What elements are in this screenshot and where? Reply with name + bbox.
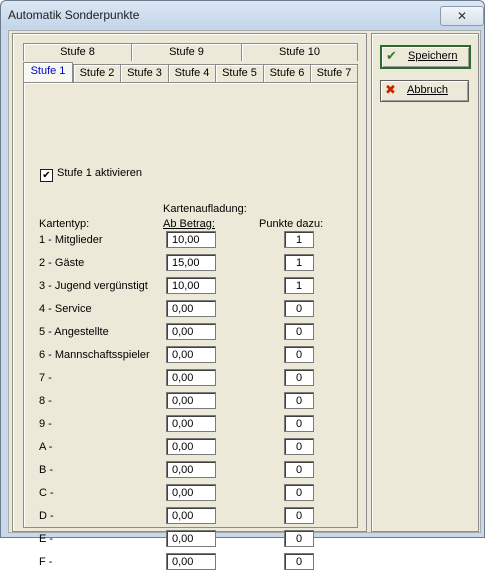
tab-stufe-4[interactable] [168, 64, 216, 82]
points-input[interactable]: 0 [284, 530, 314, 547]
save-button-label: Speichern [408, 50, 458, 62]
tab-stufe-1[interactable] [23, 62, 73, 82]
activate-checkbox[interactable] [40, 169, 53, 182]
amount-input[interactable]: 0,00 [166, 392, 216, 409]
x-icon: ✖ [385, 82, 396, 97]
tab-stufe-6[interactable] [263, 64, 311, 82]
tab-label: Stufe 8 [60, 46, 95, 58]
points-input[interactable]: 1 [284, 277, 314, 294]
card-type-label: 1 - Mitglieder [39, 234, 103, 246]
amount-input[interactable]: 0,00 [166, 369, 216, 386]
close-icon: ✕ [456, 9, 468, 23]
points-input[interactable]: 0 [284, 323, 314, 340]
card-type-label: 2 - Gäste [39, 257, 85, 269]
tab-label: Stufe 3 [127, 67, 162, 79]
card-type-label: D - [39, 510, 54, 522]
points-input[interactable]: 0 [284, 507, 314, 524]
dialog-client [8, 30, 481, 568]
amount-input[interactable]: 0,00 [166, 484, 216, 501]
amount-input[interactable]: 10,00 [166, 231, 216, 248]
window-title: Automatik Sonderpunkte [8, 8, 140, 22]
amount-input[interactable]: 0,00 [166, 438, 216, 455]
tab-stufe-8[interactable] [23, 43, 132, 61]
amount-input[interactable]: 0,00 [166, 553, 216, 570]
points-header: Punkte dazu: [259, 218, 324, 230]
card-type-label: 3 - Jugend vergünstigt [39, 280, 148, 292]
points-input[interactable]: 0 [284, 369, 314, 386]
tab-label: Stufe 6 [269, 67, 305, 79]
tab-stufe-2[interactable] [73, 64, 121, 82]
amount-input[interactable]: 0,00 [166, 461, 216, 478]
activate-label[interactable]: Stufe 1 aktivieren [57, 167, 142, 179]
tab-label: Stufe 4 [174, 67, 210, 79]
tab-stufe-7[interactable] [310, 64, 358, 82]
amount-header-line1: Kartenaufladung: [163, 203, 247, 215]
card-type-label: A - [39, 441, 53, 453]
cancel-button[interactable] [380, 80, 469, 102]
points-input[interactable]: 0 [284, 300, 314, 317]
card-type-label: 7 - [39, 372, 52, 384]
points-input[interactable]: 0 [284, 461, 314, 478]
card-type-label: 9 - [39, 418, 52, 430]
action-panel [371, 33, 479, 532]
save-button[interactable] [380, 45, 471, 69]
title-bar[interactable] [1, 1, 484, 29]
card-type-label: E - [39, 533, 54, 545]
amount-input[interactable]: 0,00 [166, 300, 216, 317]
points-input[interactable]: 0 [284, 484, 314, 501]
card-type-label: C - [39, 487, 54, 499]
tab-page-stufe-1 [23, 82, 358, 568]
amount-header-line2: Ab Betrag: [163, 218, 215, 230]
tab-label: Stufe 2 [79, 67, 115, 79]
amount-input[interactable]: 0,00 [166, 507, 216, 524]
amount-input[interactable]: 0,00 [166, 346, 216, 363]
points-input[interactable]: 0 [284, 438, 314, 455]
points-input[interactable]: 1 [284, 231, 314, 248]
check-icon: ✔ [386, 48, 397, 63]
amount-input[interactable]: 0,00 [166, 530, 216, 547]
card-type-label: 8 - [39, 395, 52, 407]
card-type-label: 6 - Mannschaftsspieler [39, 349, 150, 361]
cancel-button-label: Abbruch [407, 84, 448, 96]
tab-label: Stufe 10 [279, 46, 320, 58]
tab-stufe-9[interactable] [131, 43, 242, 61]
tab-label: Stufe 9 [169, 46, 204, 58]
points-input[interactable]: 0 [284, 392, 314, 409]
card-type-label: 4 - Service [39, 303, 92, 315]
amount-input[interactable]: 15,00 [166, 254, 216, 271]
points-input[interactable]: 1 [284, 254, 314, 271]
close-button[interactable] [440, 6, 484, 26]
card-type-label: F - [39, 556, 53, 568]
tab-stufe-3[interactable] [120, 64, 169, 82]
card-type-label: B - [39, 464, 54, 476]
tab-stufe-5[interactable] [215, 64, 264, 82]
check-icon: ✔ [42, 170, 51, 181]
points-input[interactable]: 0 [284, 415, 314, 432]
card-type-label: 5 - Angestellte [39, 326, 109, 338]
tab-label: Stufe 1 [30, 65, 66, 77]
points-input[interactable]: 0 [284, 346, 314, 363]
amount-input[interactable]: 10,00 [166, 277, 216, 294]
tab-label: Stufe 5 [222, 67, 257, 79]
settings-panel [12, 33, 367, 568]
amount-input[interactable]: 0,00 [166, 415, 216, 432]
points-input[interactable]: 0 [284, 553, 314, 570]
tab-stufe-10[interactable] [241, 43, 358, 61]
card-type-header: Kartentyp: [39, 218, 90, 230]
tab-label: Stufe 7 [316, 67, 352, 79]
amount-input[interactable]: 0,00 [166, 323, 216, 340]
